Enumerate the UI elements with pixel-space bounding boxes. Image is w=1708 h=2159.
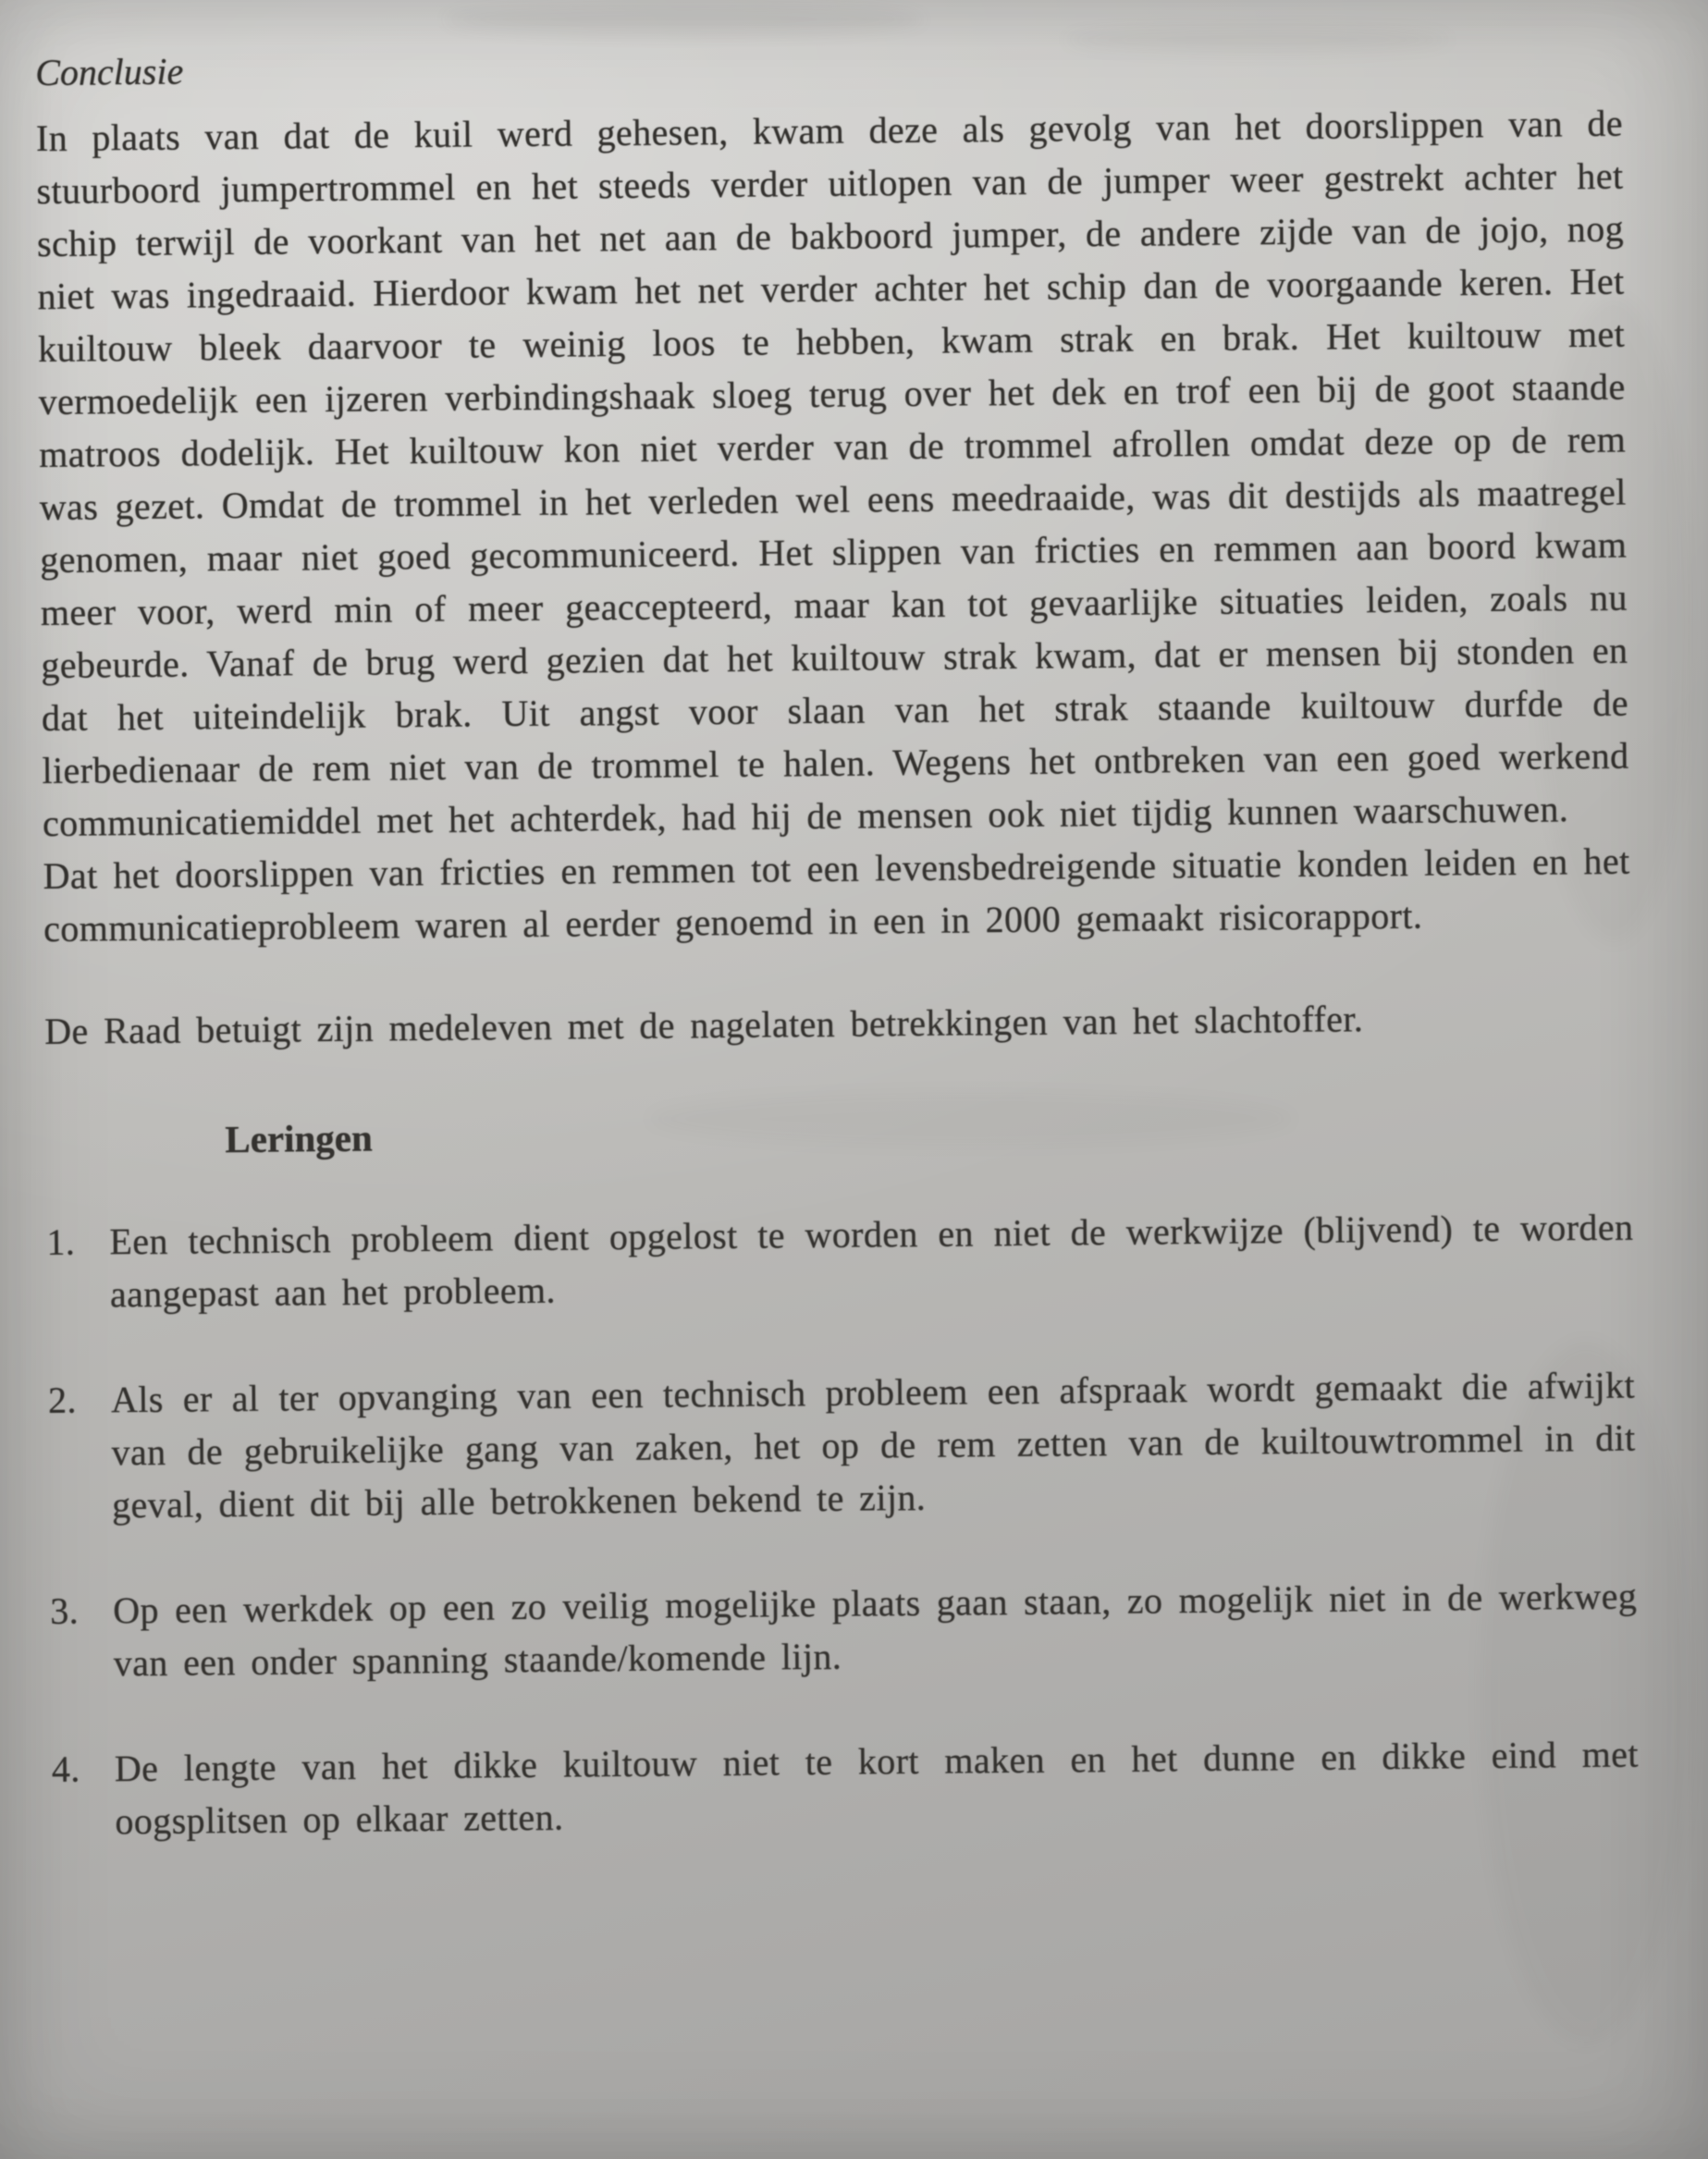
lesson-number: 4. [51,1748,80,1790]
section-heading-leringen: Leringen [225,1116,374,1161]
paragraph-conclusion-main: In plaats van dat de kuil werd gehesen, kwam deze als gevolg van het doorslippen van de stuurboord jumpertrommel en het steeds verder uitlopen van de jumper weer gestrekt achter het schip terwijl de voorkant van het net aan de bakboord jumper, de andere zijde van de jojo, nog niet was ingedraaid. Hierdoor kwam het net verder achter het schip dan de voorgaande keren. Het kuiltouw bleek daarvoor te weinig loos te hebben, kwam strak en brak. Het kuiltouw met vermoedelijk een ijzeren verbindingshaak sloeg terug over het dek en trof een bij de goot staande matroos dodelijk. Het kuiltouw kon niet verder van de trommel afrollen omdat deze op de rem was gezet. Omdat de trommel in het verleden wel eens meedraaide, was dit destijds als maatregel genomen, maar niet goed gecommuniceerd. Het slippen van fricties en remmen aan boord kwam meer voor, werd min of meer geaccepteerd, maar kan tot gevaarlijke situaties leiden, zoals nu gebeurde. Vanaf de brug werd gezien dat het kuiltouw strak kwam, dat er mensen bij stonden en dat het uiteindelijk brak. Uit angst voor slaan van het strak staande kuiltouw durfde de lierbedienaar de rem niet van de trommel te halen. Wegens het ontbreken van een goed werkend communicatiemiddel met het achterdek, had hij de mensen ook niet tijdig kunnen waarschuwen. [35,102,1629,844]
bleedthrough-smudge [444,4,925,35]
lesson-number: 3. [50,1589,80,1632]
lesson-item-2 [48,1358,1637,1531]
paragraph-risk-report: Dat het doorslippen van fricties en remmen tot een levensbedreigende situatie konden leiden en het communicatieprobleem waren al eerder genoemd in een in 2000 gemaakt risicorapport. [43,840,1630,950]
lesson-item-3 [50,1569,1638,1689]
lesson-item-1 [46,1200,1634,1320]
section-heading-conclusie: Conclusie [35,50,184,93]
lessons-list [46,1200,1639,1847]
lesson-text: Een technisch probleem dient opgelost te worden en niet de werkwijze (blijvend) te worden aangepast aan het probleem. [109,1206,1634,1316]
lesson-text: Op een werkdek op een zo veilig mogelijke plaats gaan staan, zo mogelijk niet in de werkweg van een onder spanning staande/komende lijn. [113,1575,1638,1685]
lesson-item-4 [52,1727,1640,1847]
page-text-block [35,31,1640,1901]
lesson-number: 2. [47,1379,78,1421]
lesson-text: Als er al ter opvanging van een technisch probleem een afspraak wordt gemaakt die afwijkt van de gebruikelijke gang van zaken, het op de rem zetten van de kuiltouwtrommel in dit geval, dient dit bij alle betrokkenen bekend te zijn. [110,1364,1636,1527]
paragraph-condolence: De Raad betuigt zijn medeleven met de nagelaten betrekkingen van het slachtoffer. [44,998,1364,1052]
lesson-text: De lengte van het dikke kuiltouw niet te kort maken en het dunne en dikke eind met oogsplitsen op elkaar zetten. [114,1733,1640,1843]
lesson-number: 1. [46,1221,76,1263]
